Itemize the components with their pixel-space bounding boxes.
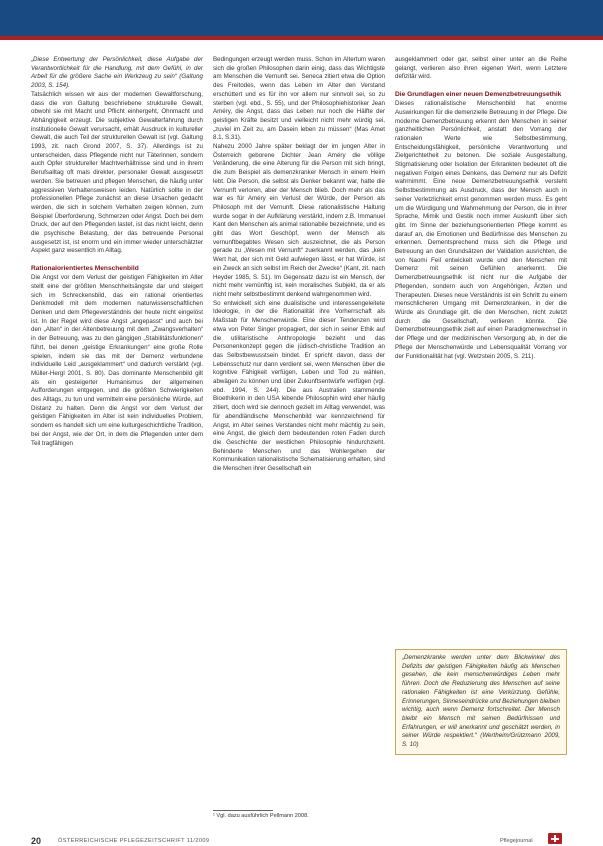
section-heading: Die Grundlagen einer neuen Demenzbetreuungsethik xyxy=(395,91,562,99)
column-2 xyxy=(213,56,385,474)
paragraph: Nahezu 2000 Jahre später beklagt der im jungen Alter in Österreich geborene Dichter Jean Améry die völlige Veränderung, die eine Alterung für die Person mit sich bringt, die zum Beispiel als demenzkranker Mensch in einem Heim lebt. Die Person, die selbst als Denker bekannt war, hatte die Vernunft verloren, aber der Mensch blieb. Doch mehr als das war es für Améry ein Verlust der Würde, der Person als Philosoph mit der Vernunft. Diese rationalistische Haltung wurde sogar in der Aufklärung verstärkt, indem z.B. Immanuel Kant den Menschen als animal rationabile bezeichnete, und es gibt das Wort Geschöpf, wenn der Mensch als vernunftbegabtes Wesen sich auszeichnet, die als Person gerade zu „Wesen mit Vernunft“ zuerkannt werden, das „kein Wert hat, der sich mit Geld aufwiegen lässt, er hat Würde, ist ein Zweck an sich selbst im Reich der Zwecke“ (Kant, zit. nach Heyder 1985, S. 51). Im Gegensatz dazu ist ein Mensch, der nicht mehr vernünftig ist, kein moralisches Subjekt, da er als nicht mehr selbstbestimmt denkend wahrgenommen wird. xyxy=(213,143,385,298)
section-heading: Rationalorientiertes Menschenbild xyxy=(31,265,139,273)
cross-logo-icon xyxy=(548,833,562,844)
footnote: ¹ Vgl. dazu ausführlich Pellmann 2008. xyxy=(213,813,309,819)
paragraph: ausgeklammert oder gar, selbst einer unter an die Reihe gelangt, verlieren also ihren eigenen Wert, wenn Letztere defizitär wird. xyxy=(395,56,567,81)
paragraph: Die Angst vor dem Verlust der geistigen Fähigkeiten im Alter stellt eine der größten Menschheitsängste dar und steigert sich im Schreckensbild, das ein rational orientiertes Denkmodell mit dem modernen naturwissenschaftlichen Denken und dem Pflegeverständnis der heute nicht eingelöst ist. In der Regel wird diese Angst „angepasst“ und auch bei den „Alten“ in der Altenbetreuung mit dem „Zwangsverhalten“ in der Betreuung, was zu den gängigen „Stabilitätsfunktionen“ führt, bei denen „geistige Erkrankungen“ eine große Rolle spielen, indem sie das mit der Demenz verbundene individuelle Leid „ausgeklammert“ und dadurch verstärkt (vgl. Müller-Hergl 2001, S. 80). Das dominante Menschenbild gilt als ein gesteigerter Humanismus der allgemeinen Aufforderungen entgegen, und die größten Schwierigkeiten des Alltags, zu tun und vermitteln eine persönliche Würde, auf Distanz zu halten. Denn die Angst vor dem Verlust der geistigen Fähigkeiten im Alter ist kein individuelles Problem, sondern es handelt sich um eine kulturgeschichtliche Tradition, bei der Angst, wie der Ort, in dem die Pflegenden unter dem Teil tragfähigen xyxy=(31,274,203,447)
paragraph: Bedingungen erzeugt werden muss. Schon im Altertum waren sich die großen Philosophen darin einig, dass das Wichtigste am Menschen die Vernunft sei. Seneca zitiert etwa die Option des Freitodes, wenn das Leben im Alter den Verstand erschüttert und es für ihn vor allem nur sinnvoll sei, so zu sterben (vgl. ebd., S. 55), und der Philosophiehistoriker Jean Améry, die Angst, dass das Leben nur noch die Hälfte der geistigen Kräfte besitzt und vielleicht nicht mehr würdig sei, „zuviel im Zeit zu, am Dasein leben zu müssen“ (Mas Amet 8.1, S.31). xyxy=(213,56,385,142)
footnote-rule xyxy=(213,810,273,811)
column-3 xyxy=(395,56,567,361)
column-1 xyxy=(31,56,203,448)
paragraph: Tatsächlich wissen wir aus der modernen Gewaltforschung, dass die von Galtung beschriebene strukturelle Gewalt, obwohl sie mit Macht und Pflicht einhergeht, Ohnmacht und Abhängigkeit erzeugt. Die subjektive Gewalterfahrung durch institutionelle Gewalt verursacht, erhält Ausdruck in kultureller Gewalt, die auch Teil der strukturellen Gewalt ist (vgl. Galtung 1993, zit. nach Grond 2007, S. 37). Allerdings ist zu unterscheiden, dass Pflegende nicht nur Täterinnen, sondern auch Opfer struktureller Machtverhältnisse sind und in ihrem Berufsalltag oft mals direkter, personaler Gewalt ausgesetzt werden. Sie betreuen und pflegen Menschen, die häufig unter aggressiven Verhaltensweisen leiden. Natürlich sollte in der professionellen Pflege zunächst an diese Ursachen gedacht werden, die sich in solchem Verhalten zeigen können, zum Beispiel Überforderung, Schmerzen oder Angst. Doch bei dem Druck, der auf den Pflegenden lastet, ist das nicht leicht, denn die psychische Belastung, der das betreuende Personal ausgesetzt ist, ist enorm und ein immer wieder unterschätzter Aspekt ganz wesentlich im Alltag. xyxy=(31,90,203,255)
header-band xyxy=(0,0,603,40)
header-stripe xyxy=(0,36,603,40)
page-number: 20 xyxy=(31,836,42,846)
journal-title: ÖSTERREICHISCHE PFLEGEZEITSCHRIFT 11/2009 xyxy=(58,838,210,844)
intro-quote: „Diese Entwertung der Persönlichkeit, diese Aufgabe der Verantwortlichkeit für die Handlung, mit dem Gefühl, in der Arbeit für die größere Sache ein Werkzeug zu sein“ (Galtung 2003, S. 154). xyxy=(31,56,203,90)
pull-quote: „Demenzkranke werden unter dem Blickwinkel des Defizits der geistigen Fähigkeiten häufig als Menschen gesehen, die kein menschenwürdiges Leben mehr führen. Doch die Reduzierung des Menschen auf seine rationalen Fähigkeiten ist eine Verkürzung. Gefühle, Erinnerungen, Sinneseindrücke und Beziehungen bleiben wichtig, auch wenn Demenz fortschreitet. Der Mensch bleibt ein Mensch mit seinen Bedürfnissen und Erfahrungen, er will anerkannt und geschätzt werden, in seiner Würde respektiert.“ (Wertheim/Grützmann 2009, S. 10) xyxy=(395,649,567,755)
paragraph: So entwickelt sich eine dualistische und interessengeleitete Ideologie, in der die Rationalität ihre Vorherrschaft als Maßstab für Menschenwürde. Eine dieser Tendenzen wird etwa von Peter Singer propagiert, der sich in seiner Ethik auf die utilitaristische Anthropologie bezieht und das Personenkonzept gegen die jüdisch-christliche Tradition an das Selbstbewusstsein bindet. Er spricht davon, dass der Lebensschutz nur dann verdient sei, wenn Menschen über die kognitive Fähigkeit verfügen, Leben und Tod zu wählen, abwägen zu können und über Zukunftsentwürfe verfügen (vgl. ebd. 1994, S. 244). Die aus Australien stammende Bioethikerin in den USA lebende Philosophin wird eher häufig zitiert, doch wird sie dennoch gezielt im Alltag verwendet, was für abendländische Menschenbild war kennzeichnend für Angst, im Alter seines Verstandes nicht mehr mächtig zu sein, eine Angst, die gleich dem bedeutenden roten Faden durch die Geschichte der westlichen Philosophie hindurchzieht. Behinderte Menschen und das Wohlergehen der Kommunikation rationalistische Schematisierung erhalten, sind die Menschen ihrer Gesellschaft ein xyxy=(213,299,385,473)
paragraph: Dieses rationalistische Menschenbild hat enorme Auswirkungen für die demenzielle Betreuung in der Pflege. Die moderne Demenzbetreuung erkennt den Menschen in seiner ganzheitlichen Persönlichkeit, anstatt den Vorrang der rationalen Werte wie Selbstbestimmung, Entscheidungsfähigkeit, persönliche Verantwortung und Zielgerichtetheit zu betonen. Die soziale Ausgestaltung, Stigmatisierung oder Isolation der Erkrankten bedeutet oft die negativen Folgen eines Denkens, das Demenz nur als Defizit wahrnimmt. Eine neue Demenzbetreuungsethik versteht Selbstbestimmung als Ausdruck, dass der Mensch auch in seiner Verletzlichkeit ernst genommen werden muss. Es geht um die Würdigung und Wahrnehmung der Person, die in ihrer Sprache, Mimik und Gestik noch immer Auskunft über sich gibt. Im Sinne der beziehungsorientierten Pflege kommt es darauf an, die Emotionen und Bedürfnisse des Menschen zu erkennen. Dementsprechend muss sich die Pflege und Betreuung an den Grundsätzen der Validation ausrichten, die von Naomi Feil entwickelt wurde und den Menschen mit Demenz mit seinen Gefühlen anerkennt. Die Demenzbetreuungsethik ist nicht nur die Aufgabe der Pflegenden, sondern auch von Angehörigen, Ärzten und Therapeuten. Dieses neue Verständnis ist ein Schritt zu einem menschlicheren Umgang mit Demenzkranken, in der die Würde als Grundlage gilt, die den Menschen, nicht zuletzt durch die Gesellschaft, verlieren könnte. Die Demenzbetreuungsethik zielt auf einen Paradigmenwechsel in der Pflege und der medizinischen Versorgung ab, in der die Pflege der Menschenwürde und Lebensqualität Vorrang vor der Funktionalität hat (vgl. Wetzstein 2005, S. 211). xyxy=(395,100,567,360)
brand-name: Pflegejournal xyxy=(500,838,533,844)
